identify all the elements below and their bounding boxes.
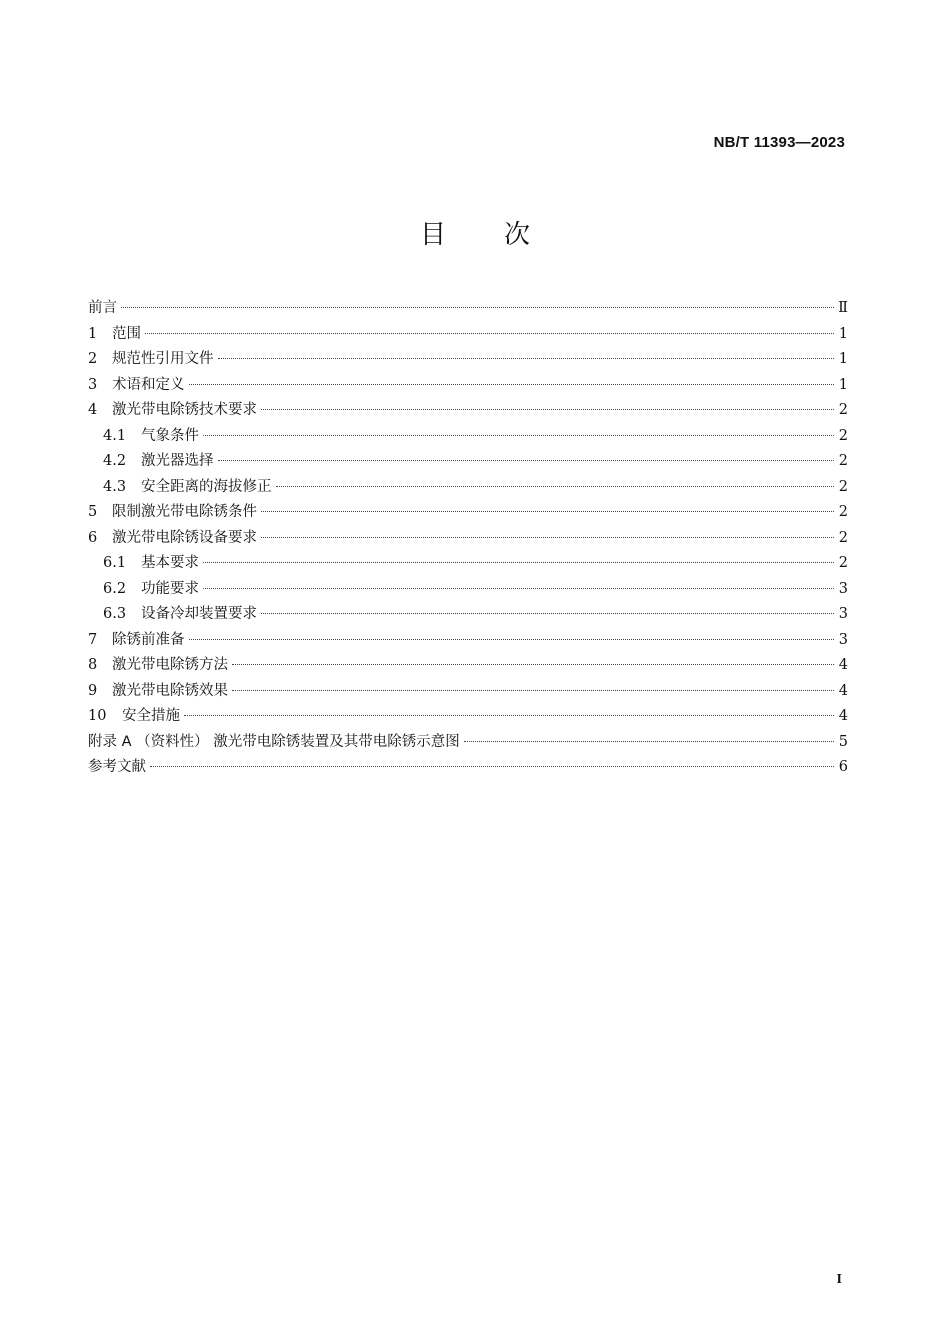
- toc-entry-7[interactable]: [88, 628, 848, 654]
- toc-entry-number: 9: [88, 682, 98, 699]
- toc-entry-label: 附录 A （资料性） 激光带电除锈装置及其带电除锈示意图: [88, 733, 460, 750]
- toc-entry-number: 7: [88, 631, 98, 648]
- toc-entry-references[interactable]: [88, 755, 848, 781]
- toc-leader-dots: [203, 561, 834, 563]
- toc-entry-appendix-a[interactable]: [88, 730, 848, 756]
- toc-entry-number: 6.1: [103, 555, 127, 571]
- toc-entry-label: 气象条件: [141, 427, 199, 444]
- toc-title-right: 次: [504, 220, 531, 250]
- toc-entry-4-1[interactable]: [88, 424, 848, 450]
- toc-entry-1[interactable]: [88, 322, 848, 348]
- toc-leader-dots: [121, 306, 834, 308]
- toc-leader-dots: [276, 485, 835, 487]
- toc-entry-label: 安全措施: [122, 708, 180, 724]
- toc-title: [0, 214, 950, 251]
- toc-entry-label: 激光带电除锈设备要求: [112, 529, 257, 546]
- toc-entry-label: 激光带电除锈方法: [112, 657, 228, 673]
- toc-entry-10[interactable]: [88, 704, 848, 730]
- toc-entry-page: 2: [838, 427, 848, 444]
- toc-leader-dots: [189, 638, 835, 640]
- toc-entry-number: 4.3: [103, 478, 127, 495]
- toc-entry-6[interactable]: [88, 526, 848, 552]
- toc-entry-label: 术语和定义: [112, 376, 185, 393]
- toc-entry-label: 激光带电除锈效果: [112, 682, 228, 699]
- toc-entry-label: 限制激光带电除锈条件: [112, 504, 257, 520]
- toc-leader-dots: [218, 459, 835, 461]
- toc-entry-2[interactable]: [88, 347, 848, 373]
- toc-entry-4-3[interactable]: [88, 475, 848, 501]
- toc-leader-dots: [261, 510, 834, 512]
- toc-entry-number: 2: [88, 351, 98, 367]
- toc-leader-dots: [189, 383, 835, 385]
- toc-entry-number: 10: [88, 708, 107, 724]
- toc-entry-page: 2: [838, 504, 848, 520]
- toc-entry-label: 安全距离的海拔修正: [141, 478, 272, 495]
- toc-entry-number: 3: [88, 376, 98, 393]
- toc-leader-dots: [464, 740, 834, 742]
- toc-entry-6-2[interactable]: [88, 577, 848, 603]
- toc-entry-number: 1: [88, 325, 98, 342]
- toc-entry-page: 1: [838, 351, 848, 367]
- toc-entry-number: 4: [88, 402, 98, 418]
- toc-entry-page: 6: [838, 759, 848, 775]
- toc-entry-number: 6.2: [103, 580, 127, 597]
- toc-entry-label: 激光器选择: [141, 453, 214, 469]
- toc-entry-label: 功能要求: [141, 580, 199, 597]
- toc-entry-label: 规范性引用文件: [112, 351, 214, 367]
- toc-leader-dots: [203, 434, 834, 436]
- toc-entry-page: 2: [838, 402, 848, 418]
- document-code: NB/T 11393—2023: [713, 134, 845, 151]
- toc-entry-page: 1: [838, 325, 848, 342]
- toc-entry-label: 设备冷却装置要求: [141, 606, 257, 622]
- toc-entry-number: 6.3: [103, 606, 127, 622]
- toc-entry-label: 范围: [112, 325, 141, 342]
- table-of-contents: [88, 296, 848, 781]
- toc-entry-page: 5: [838, 733, 848, 750]
- toc-leader-dots: [203, 587, 834, 589]
- toc-entry-4[interactable]: [88, 398, 848, 424]
- toc-entry-page: 1: [838, 376, 848, 393]
- page-number: I: [836, 1272, 842, 1287]
- toc-entry-4-2[interactable]: [88, 449, 848, 475]
- toc-entry-5[interactable]: [88, 500, 848, 526]
- toc-entry-9[interactable]: [88, 679, 848, 705]
- toc-entry-page: 3: [838, 606, 848, 622]
- toc-entry-label: 激光带电除锈技术要求: [112, 402, 257, 418]
- toc-leader-dots: [232, 663, 834, 665]
- toc-entry-label: 参考文献: [88, 759, 146, 775]
- toc-entry-6-3[interactable]: [88, 602, 848, 628]
- toc-entry-page: 3: [838, 631, 848, 648]
- toc-entry-8[interactable]: [88, 653, 848, 679]
- toc-leader-dots: [261, 536, 834, 538]
- toc-entry-3[interactable]: [88, 373, 848, 399]
- toc-leader-dots: [218, 357, 835, 359]
- toc-leader-dots: [145, 332, 834, 334]
- toc-leader-dots: [184, 714, 834, 716]
- toc-entry-number: 5: [88, 504, 98, 520]
- toc-entry-foreword[interactable]: [88, 296, 848, 322]
- toc-entry-label: 前言: [88, 300, 117, 316]
- toc-entry-number: 6: [88, 529, 98, 546]
- toc-entry-page: 2: [838, 555, 848, 571]
- toc-entry-page: 2: [838, 453, 848, 469]
- toc-entry-number: 4.2: [103, 453, 127, 469]
- toc-entry-page: 4: [838, 708, 848, 724]
- toc-leader-dots: [232, 689, 834, 691]
- toc-leader-dots: [150, 765, 834, 767]
- toc-leader-dots: [261, 612, 834, 614]
- toc-entry-number: 8: [88, 657, 98, 673]
- toc-entry-6-1[interactable]: [88, 551, 848, 577]
- toc-entry-label: 除锈前准备: [112, 631, 185, 648]
- toc-entry-page: 2: [838, 529, 848, 546]
- toc-entry-number: 4.1: [103, 427, 127, 444]
- toc-entry-label: 基本要求: [141, 555, 199, 571]
- toc-entry-page: 4: [838, 682, 848, 699]
- toc-entry-page: Ⅱ: [838, 300, 848, 316]
- toc-leader-dots: [261, 408, 834, 410]
- toc-title-left: 目: [419, 220, 446, 250]
- toc-entry-page: 2: [838, 478, 848, 495]
- toc-entry-page: 3: [838, 580, 848, 597]
- toc-entry-page: 4: [838, 657, 848, 673]
